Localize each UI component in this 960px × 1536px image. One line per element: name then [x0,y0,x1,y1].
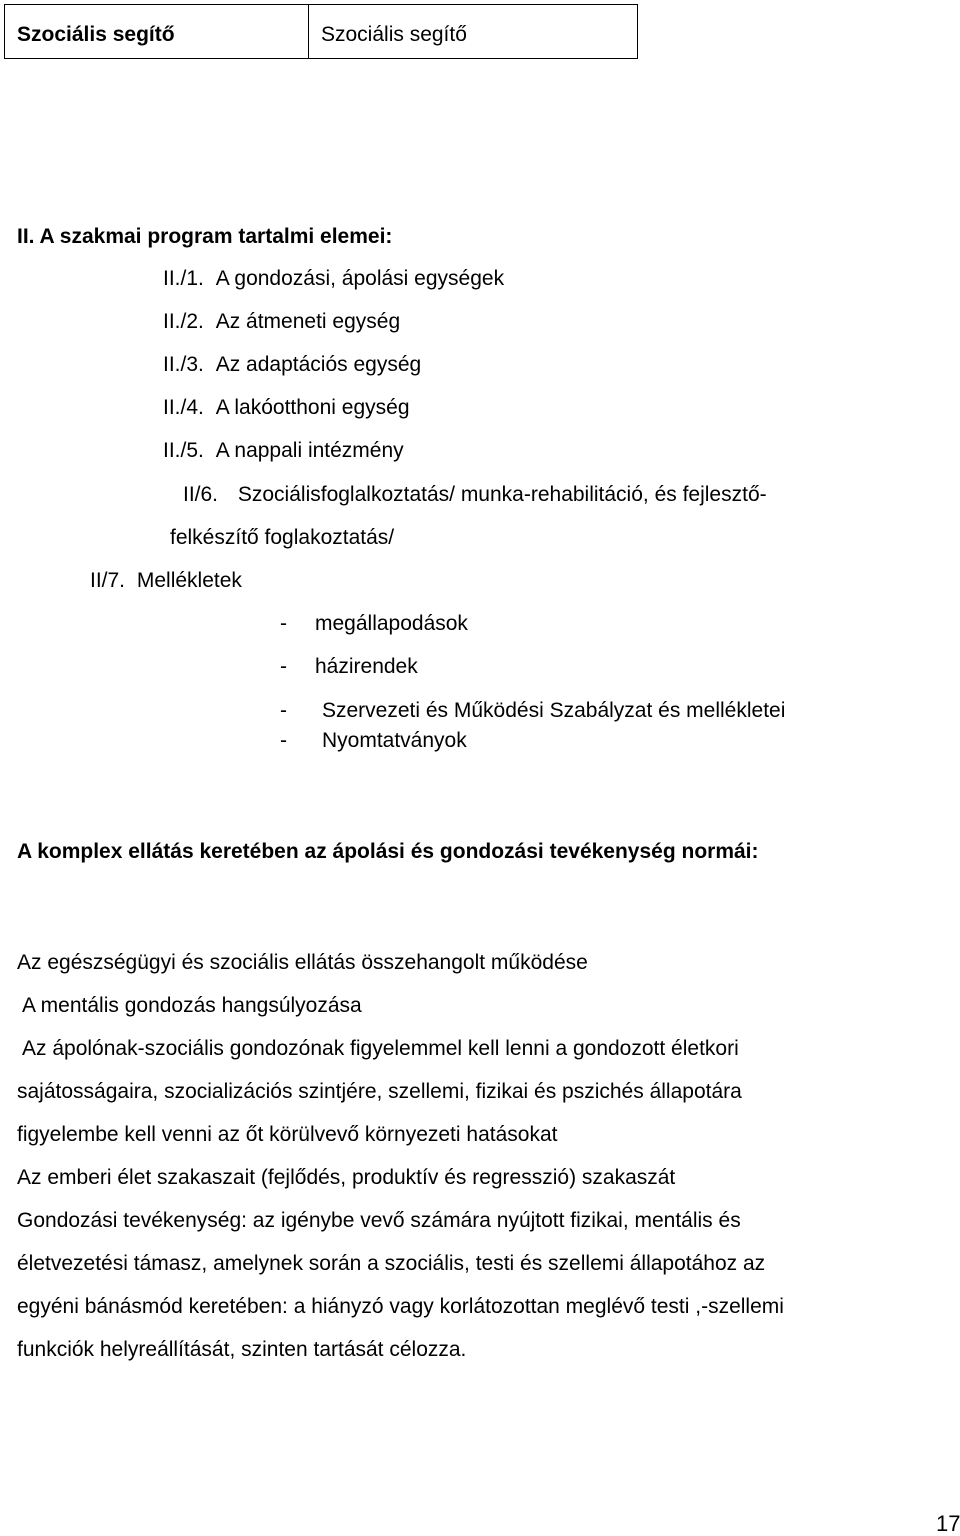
toc-item-number: II./1. [163,267,204,290]
toc-item-label: Szociálisfoglalkoztatás/ munka-rehabilitáció, és fejlesztő- [237,483,767,506]
paragraph-line: életvezetési támasz, amelynek során a szociális, testi és szellemi állapotához az [17,1252,766,1275]
toc-item-number: II./4. [163,396,204,419]
attachment-item [280,612,468,635]
paragraph-line: figyelembe kell venni az őt körülvevő környezeti hatásokat [17,1123,558,1146]
paragraph-line: Gondozási tevékenység: az igénybe vevő számára nyújtott fizikai, mentális és [17,1209,741,1232]
toc-item-number: II/6. [183,483,219,506]
toc-item [163,311,400,332]
toc-item [163,268,504,289]
toc-item-label: A lakóotthoni egység [215,396,410,419]
toc-item-number: II./2. [163,310,204,333]
attachment-dash: - [280,612,287,635]
attachment-dash: - [280,699,287,722]
attachment-text: házirendek [315,655,418,678]
toc-item [163,397,410,418]
paragraph-line: Az emberi élet szakaszait (fejlődés, produktív és regresszió) szakaszát [17,1166,676,1189]
paragraph-line: Az egészségügyi és szociális ellátás összehangolt működése [17,951,588,974]
header-right-text: Szociális segítő [321,22,467,46]
attachment-dash: - [280,655,287,678]
paragraph-line: egyéni bánásmód keretében: a hiányzó vagy korlátozottan meglévő testi ,-szellemi [17,1295,784,1318]
norms-heading: A komplex ellátás keretében az ápolási és gondozási tevékenység normái: [17,840,759,863]
section-title: II. A szakmai program tartalmi elemei: [17,225,393,248]
attachment-text: Szervezeti és Működési Szabályzat és mellékletei [322,699,786,722]
toc-item-number: II./5. [163,439,204,462]
toc-item-label: Az átmeneti egység [215,310,401,333]
page-number: 17 [936,1511,960,1536]
paragraph-line: Az ápolónak-szociális gondozónak figyelemmel kell lenni a gondozott életkori [22,1037,739,1060]
toc-item-number: II/7. [90,569,126,592]
toc-item [163,354,421,375]
toc-item-label: A nappali intézmény [215,439,404,462]
header-right-cell [309,5,637,58]
toc-item [90,570,242,591]
toc-item-continuation: felkészítő foglakoztatás/ [170,526,395,549]
paragraph-line: funkciók helyreállítását, szinten tartását célozza. [17,1338,467,1361]
paragraph-line: sajátosságaira, szocializációs szintjére, szellemi, fizikai és pszichés állapotára [17,1080,742,1103]
header-left-cell [5,5,309,58]
toc-item-label: A gondozási, ápolási egységek [215,267,505,290]
header-table [4,4,638,59]
attachment-dash: - [280,729,287,752]
attachment-text: megállapodások [315,612,468,635]
header-left-text: Szociális segítő [17,22,175,46]
toc-item-label: Mellékletek [136,569,242,592]
attachment-item [280,655,418,678]
attachment-item [280,729,467,752]
toc-item [163,440,404,461]
paragraph-line: A mentális gondozás hangsúlyozása [22,994,362,1017]
attachment-item [280,699,786,722]
attachment-text: Nyomtatványok [322,729,467,752]
toc-item [183,484,767,505]
toc-item-label: Az adaptációs egység [215,353,422,376]
toc-item-number: II./3. [163,353,204,376]
